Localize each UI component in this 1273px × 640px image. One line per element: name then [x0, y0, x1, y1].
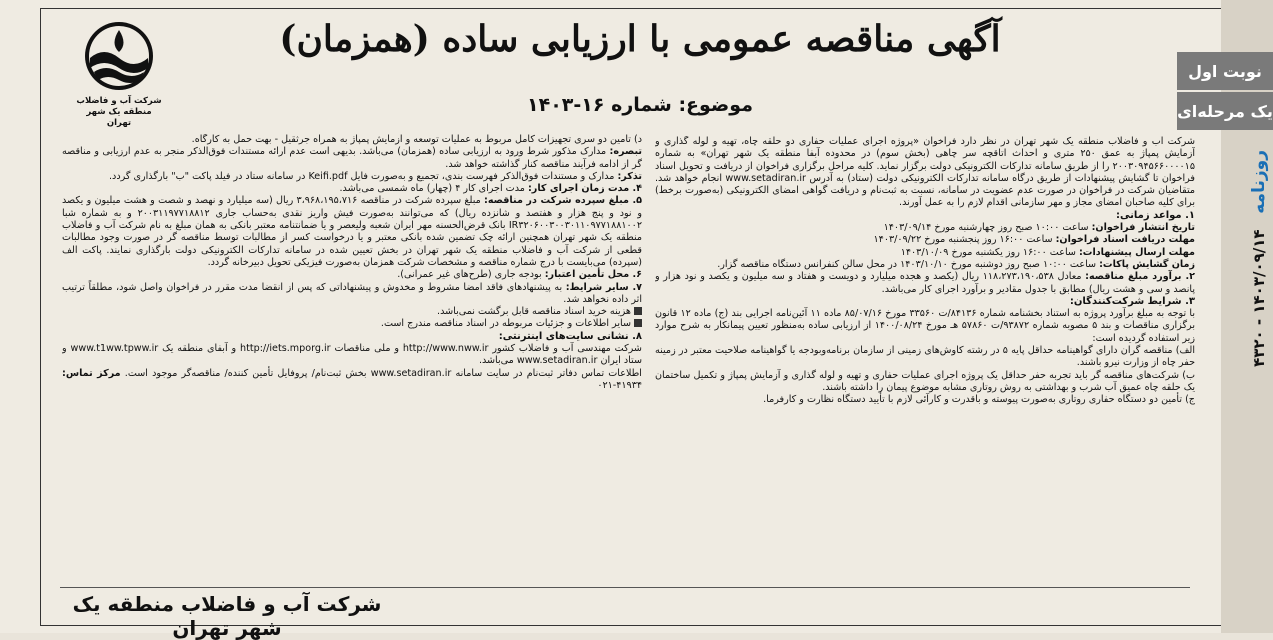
conditions-text: با توجه به مبلغ برآورد پروژه به استناد بخشنامه شماره ۸۴۱۳۶/ت ۳۳۵۶۰ مورخ ۸۵/۰۷/۱۶ ماده ۱۱ آئین‌نامه اجرایی بند (ج) ماده ۱۲ قانون برگزاری مناقصات و بند ۵ مصوبه شماره ۹۳۸۷۲/ت ۵۷۸۶۰ هـ مورخ ۱۴۰۰/۰۸/۲۴ از ارزیابی ساده به‌منظور تعیین پیمانکار به شرح موارد زیر استفاده گردیده است: — [655, 308, 1195, 344]
date-open — [655, 259, 1195, 271]
estimate-label: ۲. برآورد مبلغ مناقصه: — [1085, 271, 1195, 283]
stage-label: یک مرحله‌ای — [1177, 101, 1273, 121]
credit-value: بودجه جاری (طرح‌های غیر عمرانی). — [397, 269, 542, 281]
logo-org-line1: شرکت آب و فاضلاب — [76, 96, 162, 106]
date-docs-label: مهلت دریافت اسناد فراخوان: — [1055, 234, 1195, 246]
date-publish-value: ساعت ۱۰:۰۰ صبح روز چهارشنبه مورخ ۱۴۰۳/۰۹/۱۴ — [883, 222, 1089, 234]
note-1-label: تبصره: — [609, 146, 642, 158]
condition-d: د) تأمین دو سری تجهیزات کامل مربوط به عملیات توسعه و آزمایش پمپاژ به همراه جرثقیل - بهت حمل به کارگاه. — [191, 134, 642, 145]
date-submit-label: مهلت ارسال پیشنهادات: — [1078, 246, 1195, 258]
contact-value: اطلاعات تماس دفاتر ثبت‌نام در سایت سامانه www.setadiran.ir بخش ثبت‌نام/ پروفایل تأمین کننده/ مناقصه‌گر موجود است. — [124, 367, 642, 379]
square-bullet-icon — [634, 319, 642, 327]
date-docs — [655, 234, 1195, 246]
ad-title: آگهی مناقصه عمومی با ارزیابی ساده (همزمان) — [279, 18, 1001, 60]
duration-value: مدت اجرای کار ۴ (چهار) ماه شمسی می‌باشد. — [339, 183, 525, 195]
left-column — [62, 134, 642, 590]
square-bullet-icon — [634, 307, 642, 315]
deposit — [62, 195, 642, 269]
intro-paragraph: شرکت آب و فاضلاب منطقه یک شهر تهران در نظر دارد فراخوان «پروژه اجرای عملیات حفاری دو حلقه چاه، تهیه و لوله گذاری و آزمایش پمپاژ به عمق ۲۵۰ متری و احداث اتاقچه سر چاهی (بخش سوم) در محدوده آبفا منطقه یک شهر تهران» به شماره ۲۰۰۳۰۹۴۵۶۶۰۰۰۰۱۵ را از طریق سامانه تدارکات الکترونیکی دولت برگزار نماید. کلیه مراحل برگزاری فراخوان از دریافت و تحویل اسناد فراخوان تا گشایش پیشنهادات از طریق درگاه سامانه تدارکات الکترونیکی دولت (ستاد) به آدرس www.setadiran.ir انجام خواهد شد. متقاضیان شرکت در فراخوان در صورت عدم عضویت در سامانه، نسبت به ثبت‌نام و دریافت گواهی امضای الکترونیکی (به‌صورت برخط) برای کلیه صاحبان امضای مجاز و مهر سازمانی اقدام لازم را به عمل آورند. — [655, 136, 1195, 209]
logo-org-line2: منطقه یک شهر تهران — [86, 107, 152, 128]
estimate-value: معادل ۱۱۸،۲۷۳،۱۹۰،۵۳۸ ریال (یکصد و هجده میلیارد و دویست و هفتاد و سه میلیون و یکصد و نود هزار و پانصد و سی و هشت ریال) مطابق با جدول مقادیر و برآورد اجرای کار می‌باشد. — [655, 271, 1195, 295]
conditions-heading: ۳. شرایط شرکت‌کنندگان: — [1069, 295, 1195, 307]
note-1 — [62, 146, 642, 171]
duration-label: ۴. مدت زمان اجرای کار: — [527, 183, 642, 195]
sidebar-masthead — [1249, 150, 1269, 367]
sites-heading: ۸. نشانی سایت‌های اینترنتی: — [498, 330, 642, 342]
issue-date: ۱۴۰۳/۰۹/۱۴ - ۴۳۲۰ — [1250, 229, 1268, 367]
stage-tab — [1177, 92, 1273, 130]
water-drop-logo-icon — [80, 16, 158, 94]
sites-text: شرکت مهندسی آب و فاضلاب کشور http://www.nww.ir و ملی مناقصات http://iets.mporg.ir و آبفای منطقه یک www.t1ww.tpww.ir و ستاد ایران www.setadiran.ir می‌باشد. — [62, 343, 642, 367]
bullet-1-text: هزینه خرید اسناد مناقصه قابل برگشت نمی‌باشد. — [437, 306, 631, 318]
ad-subject: موضوع: شماره ۱۶-۱۴۰۳ — [527, 94, 753, 116]
date-submit — [655, 247, 1195, 259]
condition-b: ب) شرکت‌های مناقصه گر باید تجربه حفر حداقل یک پروژه اجرای عملیات حفاری و تهیه و لوله گذاری و آزمایش پمپاژ و تکمیل ساختمان یک حلقه چاه عمیق آب شرب و بهداشتی به روش روتاری مشابه موضوع پیمان را داشته باشند. — [655, 369, 1195, 393]
company-logo — [74, 16, 164, 126]
date-submit-value: ساعت ۱۶:۰۰ روز یکشنبه مورخ ۱۴۰۳/۱۰/۰۹ — [900, 246, 1076, 258]
note-2 — [62, 171, 642, 183]
other-conditions — [62, 282, 642, 307]
other-label: ۷. سایر شرایط: — [565, 281, 642, 293]
date-publish — [655, 222, 1195, 234]
credit-label: ۶. محل تأمین اعتبار: — [544, 269, 642, 281]
date-open-label: زمان گشایش پاکات: — [1099, 258, 1195, 270]
duration — [62, 183, 642, 195]
note-2-label: تذکر: — [617, 170, 642, 182]
deposit-label: ۵. مبلغ سپرده شرکت در مناقصه: — [484, 195, 642, 207]
condition-c: ج) تأمین دو دستگاه حفاری روتاری به‌صورت پیوسته و باقدرت و کارآئی لازم با تأیید دستگاه نظارت و کارفرما. — [763, 394, 1195, 406]
right-column — [655, 136, 1195, 596]
note-1-text: مدارک مذکور شرط ورود به ارزیابی ساده (همزمان) می‌باشد. بدیهی است عدم ارائه مستندات فوق‌الذکر منجر به عدم ارزیابی و مناقصه گر از ادامه فرآیند مناقصه کنار گذاشته خواهد شد. — [62, 146, 642, 170]
deposit-value: مبلغ سپرده شرکت در مناقصه ۳،۹۶۸،۱۹۵،۷۱۶ ریال (سه میلیارد و نهصد و شصت و هشت میلیون و یکصد و نود و پنج هزار و هفتصد و شانزده ریال) که می‌توانند به‌صورت فیش واریز نقدی به‌حساب جاری ۲۰۰۳۱۱۹۷۷۱۸۸۱۲ و به شماره شبا IR۳۲۰۶۰۰۳۰۰۳۰۱۱۰۹۷۷۱۸۸۱۰۰۲ بانک قرض‌الحسنه مهر ایران شعبه ولیعصر و یا ضمانتنامه معتبر بانکی به همان مبلغ به نام شرکت آب و فاضلاب منطقه یک شهر تهران همچنین ارائه چک تضمین شده بانکی معتبر و یا درخواست کسر از مطالبات توسط مناقصه گر در صورت وجود مطالبات قطعی از شرکت آب و فاضلاب منطقه یک شهر تهران در بخش تعیین شده در سامانه تدارکات الکترونیکی دولت بارگذاری نمایند. پاکت الف (سپرده) می‌بایست با درج شماره مناقصه و مشخصات شرکت همزمان به‌صورت فیزیکی تحویل دبیرخانه گردد. — [62, 195, 642, 268]
bullet-item — [62, 306, 642, 318]
round-tab — [1177, 52, 1273, 90]
contact-text — [62, 368, 642, 393]
date-publish-label: تاریخ انتشار فراخوان: — [1091, 222, 1195, 234]
newspaper-brand: روزنامه — [1249, 150, 1269, 214]
estimate — [655, 271, 1195, 296]
date-open-value: ساعت ۱۰:۰۰ صبح روز دوشنبه مورخ ۱۴۰۳/۱۰/۱۰ در محل سالن کنفرانس دستگاه مناقصه گزار. — [717, 258, 1097, 270]
date-docs-value: ساعت ۱۶:۰۰ روز پنجشنبه مورخ ۱۴۰۳/۰۹/۲۲ — [873, 234, 1053, 246]
call-center-phone: ۰۲۱-۴۱۹۳۴ — [597, 379, 642, 391]
other-value: به پیشنهادهای فاقد امضا مشروط و مخدوش و پیشنهاداتی که پس از انقضا مدت مقرر در فراخوان واصل شود، مطلقاً ترتیب اثر داده نخواهد شد. — [62, 281, 642, 305]
bullet-item — [62, 318, 642, 330]
dates-heading: ۱. مواعد زمانی: — [1116, 209, 1195, 221]
logo-org-name — [74, 96, 164, 129]
credit — [62, 269, 642, 281]
round-label: نوبت اول — [1188, 61, 1262, 81]
note-2-text: مدارک و مستندات فوق‌الذکر فهرست بندی، تجمیع و به‌صورت فایل Keifi.pdf در سامانه ستاد در فیلد پاکت "ب" بارگذاری گردد. — [109, 170, 615, 182]
call-center-label: مرکز تماس: — [62, 367, 121, 379]
condition-a: الف) مناقصه گران دارای گواهینامه حداقل پایه ۵ در رشته کاوش‌های زمینی از سازمان برنامه‌وبودجه یا گواهینامه صلاحیت معتبر در زمینه حفر چاه از وزارت نیرو باشند. — [655, 345, 1195, 369]
bullet-2-text: سایر اطلاعات و جزئیات مربوطه در اسناد مناقصه مندرج است. — [380, 318, 631, 330]
footer-org-name: شرکت آب و فاضلاب منطقه یک شهر تهران — [72, 592, 382, 640]
